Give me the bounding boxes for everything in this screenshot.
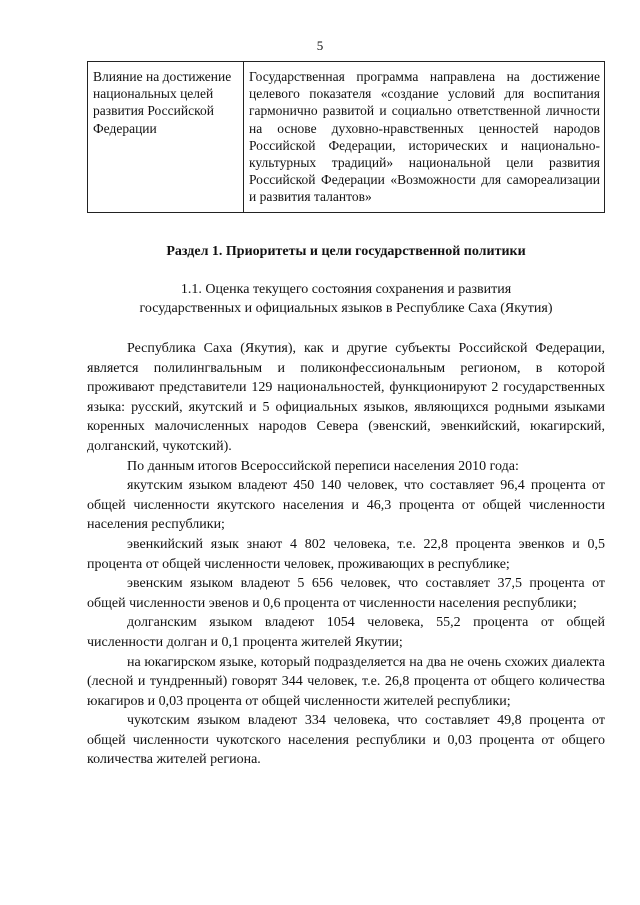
paragraph-intro: Республика Саха (Якутия), как и другие субъекты Российской Федерации, является полилингвальным и поликонфессиональным регионом, в которой проживают представители 129 национальностей, функционируют 2 государственных языка: русский, якутский и 5 официальных языков, являющихся родными языками коренных малочисленных народов Севера (эвенский, эвенкийский, юкагирский, долганский, чукотский). (87, 341, 605, 454)
passport-table (87, 61, 605, 213)
page-number: 5 (316, 38, 324, 53)
table-label-cell: Влияние на достижение национальных целей развития Российской Федерации (88, 62, 244, 213)
paragraph-evenki: эвенкийский язык знают 4 802 человека, т.е. 22,8 процента эвенков и 0,5 процента от общей численности человек, проживающих в республике; (87, 536, 605, 572)
paragraph-chukchi: чукотским языком владеют 334 человека, что составляет 49,8 процента от общей численности чукотского населения республики и 0,03 процента от общего количества жителей региона. (87, 713, 605, 768)
paragraph-census-lead: По данным итогов Всероссийской переписи населения 2010 года: (127, 458, 519, 474)
subsection-heading-line: государственных и официальных языков в Республике Саха (Якутия) (139, 301, 553, 316)
subsection-heading (87, 280, 605, 318)
section-heading: Раздел 1. Приоритеты и цели государственной политики (166, 244, 526, 259)
paragraph-yukaghir: на юкагирском языке, который подразделяется на два не очень схожих диалекта (лесной и тундренный) говорят 344 человек, т.е. 26,8 процента от общего количества юкагиров и 0,03 процента от общей численности жителей республики; (87, 654, 605, 709)
paragraph-even: эвенским языком владеют 5 656 человек, что составляет 37,5 процента от общей численности эвенов и 0,6 процента от численности населения республики; (87, 576, 605, 611)
table-row (88, 62, 605, 213)
paragraph-yakut: якутским языком владеют 450 140 человек, что составляет 96,4 процента от общей численности якутского населения и 46,3 процента от общей численности населения республики; (87, 478, 605, 533)
subsection-heading-line: 1.1. Оценка текущего состояния сохранения и развития (180, 282, 512, 297)
paragraph-dolgan: долганским языком владеют 1054 человека, 55,2 процента от общей численности долган и 0,1 процента жителей Якутии; (87, 615, 605, 650)
body-text (87, 339, 605, 770)
table-value-cell: Государственная программа направлена на достижение целевого показателя «создание условий для воспитания гармонично развитой и социально ответственной личности на основе духовно-нравственных ценностей народов Российской Федерации, исторических и национально-культурных традиций» национальной цели развития Российской Федерации «Возможности для самореализации и развития талантов» (244, 62, 605, 213)
